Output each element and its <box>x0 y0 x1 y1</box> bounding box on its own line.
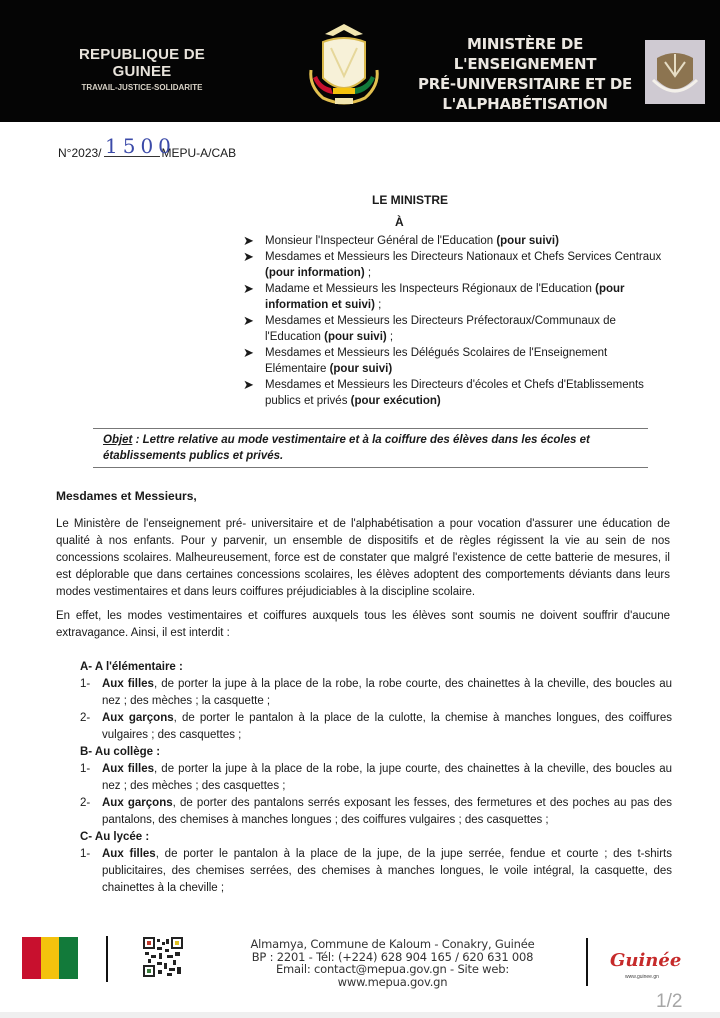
qr-code-icon <box>143 937 183 977</box>
recipient-text: Mesdames et Messieurs les Directeurs d'écoles et Chefs d'Etablissements publics et privés <box>265 379 644 407</box>
recipient-text: Madame et Messieurs les Inspecteurs Régionaux de l'Education <box>265 283 596 295</box>
rule-target: Aux filles <box>102 678 154 690</box>
arrow-bullet-icon: ➤ <box>243 233 254 248</box>
guinee-brand-url: www.guinee.gn <box>625 974 659 980</box>
recipient-tail: ; <box>374 299 382 311</box>
footer-address <box>225 938 560 988</box>
section-title: A- A l'élémentaire : <box>80 661 183 673</box>
recipient-purpose: (pour suivi) <box>324 331 387 343</box>
republic-name: REPUBLIQUE DE GUINEE <box>79 46 205 80</box>
footer-divider <box>106 936 108 982</box>
republic-block <box>52 46 232 92</box>
section-elementaire <box>80 659 672 744</box>
rule-target: Aux garçons <box>102 712 174 724</box>
recipient-text: Mesdames et Messieurs les Délégués Scolaires de l'Enseignement Elémentaire <box>265 347 608 375</box>
rule-target: Aux filles <box>102 763 155 775</box>
recipients-list <box>243 233 663 409</box>
flag-stripe-yellow <box>41 937 60 979</box>
recipient-purpose: (pour suivi) <box>496 235 559 247</box>
paragraph-intro: Le Ministère de l'enseignement pré- universitaire et de l'alphabétisation a pour vocation d'assurer une éducation de qualité à nos enfants. Pour y parvenir, un ensemble de dispositifs et de règles régissent la vie au sein de nos concessions scolaires. Malheureusement, force est de constater que malgré l'existence de cette batterie de mesures, il est déplorable que dans certaines concessions scolaires, les élèves adoptent des comportements déviants dans leurs modes vestimentaires et dans leurs coiffures préjudiciables à la discipline scolaire. <box>56 518 670 598</box>
handwritten-number: 1500 <box>105 134 176 158</box>
arrow-bullet-icon: ➤ <box>243 249 254 264</box>
subject-line <box>93 428 648 468</box>
recipient-item <box>243 345 663 377</box>
rule-index: 2- <box>80 712 91 724</box>
paragraph-rules-intro: En effet, les modes vestimentaires et coiffures auxquels tous les élèves sont soumis ne doivent souffrir d'aucune extravagance. Ainsi, il est interdit : <box>56 610 670 639</box>
ministry-line-2: PRÉ-UNIVERSITAIRE ET DE <box>418 75 632 93</box>
recipient-item <box>243 377 663 409</box>
rules-list <box>80 659 672 897</box>
rule-index: 2- <box>80 797 91 809</box>
recipient-text: Monsieur l'Inspecteur Général de l'Education <box>265 235 497 247</box>
arrow-bullet-icon: ➤ <box>243 281 254 296</box>
ministry-line-1: MINISTÈRE DE L'ENSEIGNEMENT <box>453 35 597 73</box>
rule-index: 1- <box>80 763 91 775</box>
viewer-bottom-bar <box>0 1012 720 1018</box>
arrow-bullet-icon: ➤ <box>243 313 254 328</box>
recipient-purpose: (pour exécution) <box>350 395 441 407</box>
guinea-coat-of-arms-icon <box>305 18 383 110</box>
footer-divider <box>586 938 588 986</box>
ministry-seal-icon <box>645 40 705 104</box>
letterhead-banner <box>0 0 720 122</box>
recipient-item <box>243 233 663 249</box>
section-lycee <box>80 829 672 897</box>
rule-text: , de porter la jupe à la place de la robe, la robe courte, des chainettes à la cheville, des boucles au nez ; des mèches ; la casquette ; <box>102 678 672 707</box>
recipient-item <box>243 249 663 281</box>
rule-item <box>80 761 672 795</box>
sender-title: LE MINISTRE <box>371 193 448 207</box>
rule-target: Aux filles <box>102 848 156 860</box>
section-title: C- Au lycée : <box>80 831 150 843</box>
ministry-line-3: L'ALPHABÉTISATION <box>442 95 608 113</box>
arrow-bullet-icon: ➤ <box>243 345 254 360</box>
rule-index: 1- <box>80 848 91 860</box>
subject-label: Objet <box>103 434 133 446</box>
reference-suffix: MEPU-A/CAB <box>161 146 237 160</box>
rule-text: , de porter le pantalon à la place de la jupe, de la jupe serrée, fendue et courte ; des t-shirts publicitaires, des chemises serrées, des chemises à manches longues, le voile intégral, la casquette, des chainettes à la cheville ; <box>102 848 672 894</box>
flag-stripe-green <box>59 937 78 979</box>
recipient-purpose: (pour information) <box>265 267 365 279</box>
subject-text: : Lettre relative au mode vestimentaire et à la coiffure des élèves dans les écoles et établissements publics et privés. <box>103 434 590 462</box>
recipient-purpose: (pour suivi) <box>329 363 393 375</box>
contact-line: Email: contact@mepua.gov.gn - Site web: www.mepua.gov.gn <box>275 962 510 989</box>
guinea-flag-icon <box>22 937 78 979</box>
recipient-item <box>243 313 663 345</box>
rule-text: , de porter des pantalons serrés exposant les fesses, des fermetures et des poches au pas des pantalons, des chemises à manches longues ; des coiffures vulgaires ; des casquettes ; <box>102 797 672 826</box>
rule-text: , de porter le pantalon à la place de la culotte, la chemise à manches longues, des coiffures vulgaires ; des casquettes ; <box>102 712 672 741</box>
rule-item <box>80 676 672 710</box>
recipient-text: Mesdames et Messieurs les Directeurs Nationaux et Chefs Services Centraux <box>265 251 662 263</box>
recipient-text: Mesdames et Messieurs les Directeurs Préfectoraux/Communaux de l'Education <box>265 315 616 343</box>
rule-item <box>80 795 672 829</box>
recipient-purpose: (pour information et suivi) <box>265 283 625 311</box>
reference-number <box>58 134 237 160</box>
phone-line: BP : 2201 - Tél: (+224) 628 904 165 / 620 631 008 <box>251 949 534 964</box>
national-motto: TRAVAIL-JUSTICE-SOLIDARITE <box>81 83 203 92</box>
rule-target: Aux garçons <box>102 797 173 809</box>
rule-item <box>80 846 672 897</box>
rule-item <box>80 710 672 744</box>
arrow-bullet-icon: ➤ <box>243 377 254 392</box>
rule-text: , de porter la jupe à la place de la robe, la jupe courte, des chainettes à la cheville, des boucles au nez ; des mèches ; des casquettes ; <box>102 763 672 792</box>
salutation: Mesdames et Messieurs, <box>56 489 197 503</box>
recipient-item <box>243 281 663 313</box>
flag-stripe-red <box>22 937 41 979</box>
address-line: Almamya, Commune de Kaloum - Conakry, Guinée <box>250 937 535 951</box>
rule-index: 1- <box>80 678 91 690</box>
section-title: B- Au collège : <box>80 746 161 758</box>
reference-prefix: N°2023/ <box>58 146 102 160</box>
section-college <box>80 744 672 829</box>
recipient-tail: ; <box>386 331 394 343</box>
guinee-brand-logo: Guinée <box>610 950 682 971</box>
ministry-name <box>410 34 640 114</box>
addressee-marker: À <box>395 215 404 229</box>
recipient-tail: ; <box>364 267 372 279</box>
page-indicator: 1/2 <box>656 991 683 1012</box>
